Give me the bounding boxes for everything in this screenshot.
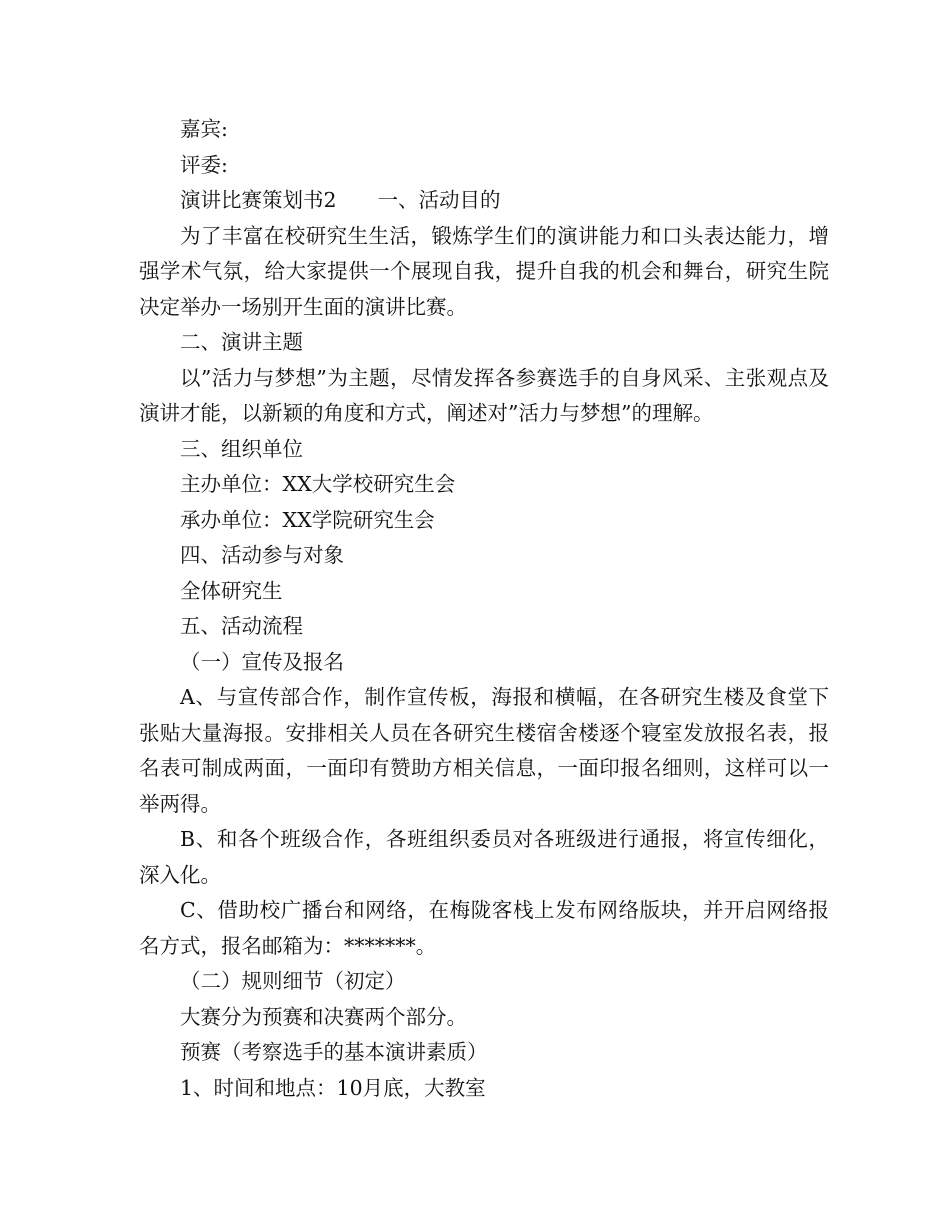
guests-line: 嘉宾: <box>180 117 228 141</box>
subheading-rules: （二）规则细节（初定） <box>180 969 406 993</box>
document-body <box>139 112 829 1106</box>
subheading-publicity: （一）宣传及报名 <box>180 649 344 674</box>
paragraph-rules-overview: 大赛分为预赛和决赛两个部分。 <box>180 1004 467 1029</box>
paragraph-publicity-c: C、借助校广播台和网络，在梅陇客栈上发布网络版块，并开启网络报名方式，报名邮箱为：*******。 <box>139 898 829 958</box>
organizer-undertaker: 承办单位：XX学院研究生会 <box>180 507 435 532</box>
section-heading-participants: 四、活动参与对象 <box>180 543 344 567</box>
paragraph-theme: 以”活力与梦想”为主题，尽情发挥各参赛选手的自身风采、主张观点及演讲才能，以新颖的角度和方式，阐述对”活力与梦想”的理解。 <box>139 365 829 425</box>
section-heading-theme: 二、演讲主题 <box>180 330 303 354</box>
paragraph-participants: 全体研究生 <box>180 578 283 603</box>
section-heading-organizers: 三、组织单位 <box>180 436 303 461</box>
subheading-preliminary: 预赛（考察选手的基本演讲素质） <box>180 1040 488 1064</box>
paragraph-publicity-b: B、和各个班级合作，各班组织委员对各班级进行通报，将宣传细化，深入化。 <box>139 827 829 887</box>
section-heading-process: 五、活动流程 <box>180 614 303 638</box>
paragraph-purpose: 为了丰富在校研究生生活，锻炼学生们的演讲能力和口头表达能力，增强学术气氛，给大家提供一个展现自我，提升自我的机会和舞台，研究生院决定举办一场别开生面的演讲比赛。 <box>139 223 829 319</box>
paragraph-preliminary-time: 1、时间和地点：10月底，大教室 <box>180 1075 486 1100</box>
section-heading-purpose: 演讲比赛策划书2 一、活动目的 <box>180 188 501 212</box>
paragraph-publicity-a: A、与宣传部合作，制作宣传板，海报和横幅，在各研究生楼及食堂下张贴大量海报。安排相关人员在各研究生楼宿舍楼逐个寝室发放报名表，报名表可制成两面，一面印有赞助方相关信息，一面印报名细则，这样可以一举两得。 <box>139 685 829 816</box>
organizer-host: 主办单位：XX大学校研究生会 <box>180 472 456 496</box>
judges-line: 评委: <box>180 152 228 177</box>
